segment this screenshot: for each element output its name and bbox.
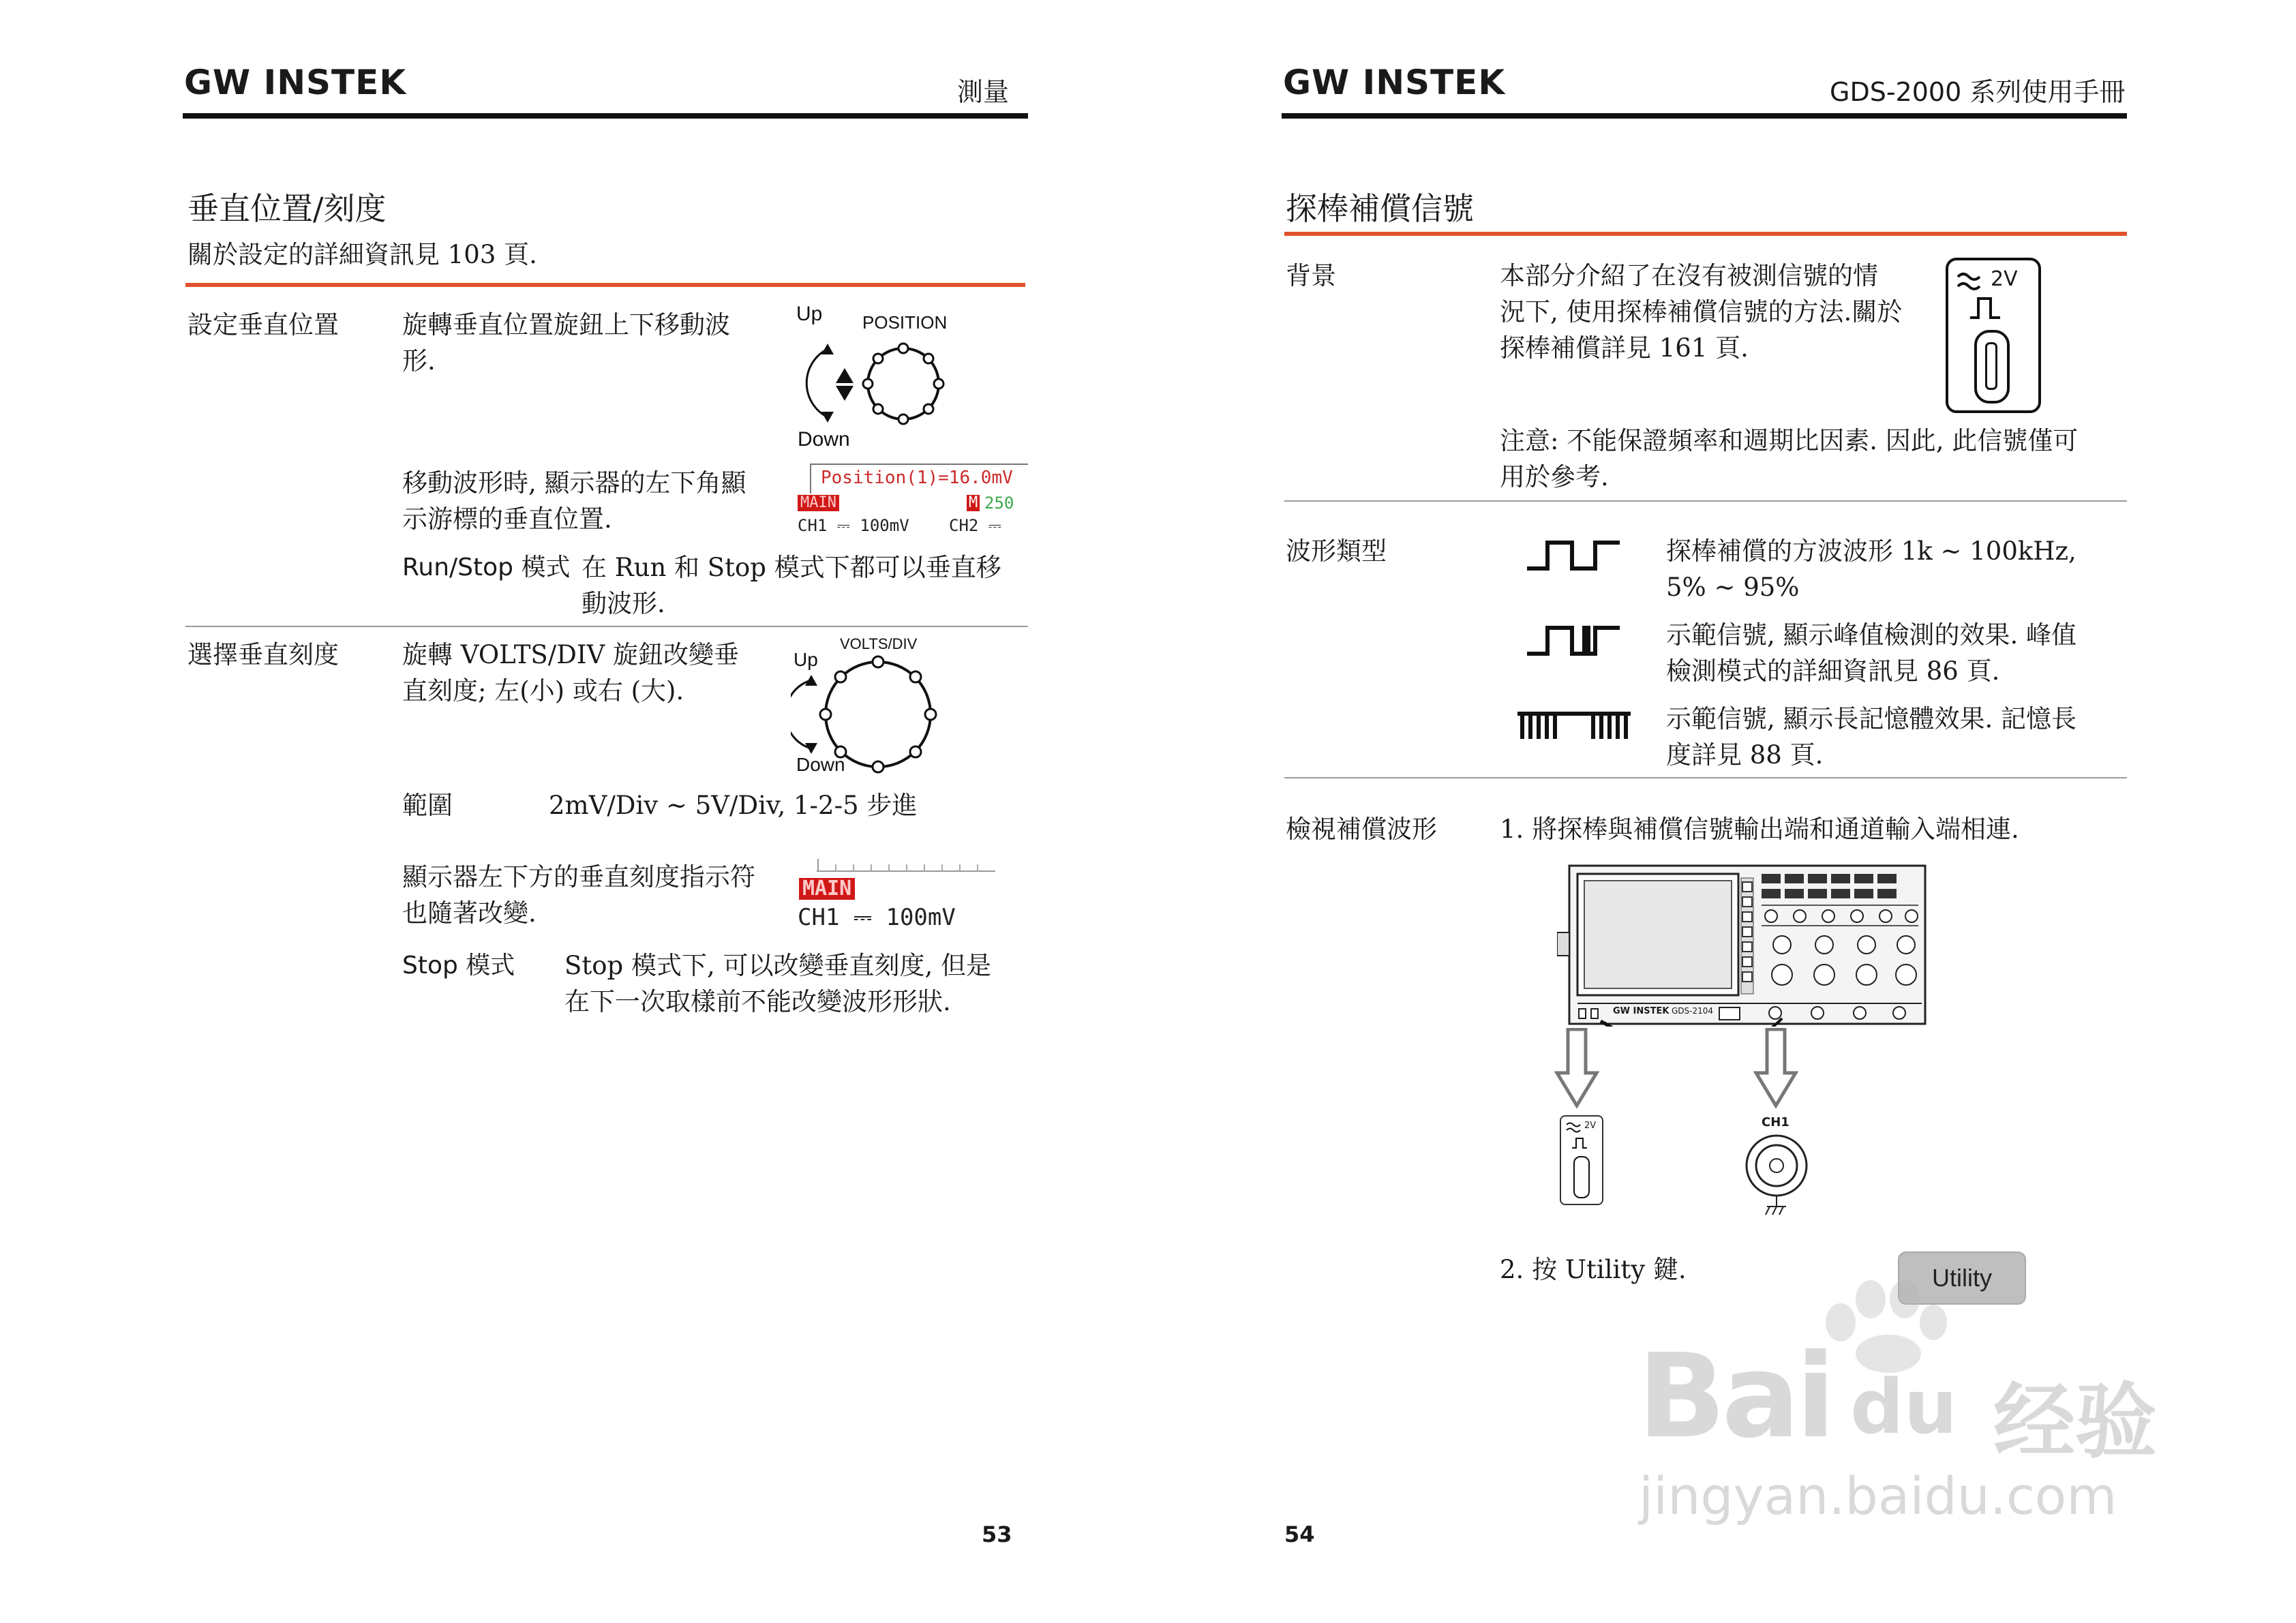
display-main-badge: MAIN bbox=[798, 495, 839, 511]
arrow-down-ch1-icon bbox=[1753, 1028, 1798, 1108]
scope-model-label: GDS-2104 bbox=[1672, 1006, 1714, 1016]
peak-detect-wave-icon bbox=[1524, 624, 1627, 658]
section-title-right: 探棒補償信號 bbox=[1286, 190, 1474, 227]
title-underline bbox=[185, 283, 1025, 287]
position-readout-text: Position(1)=16.0mV bbox=[821, 468, 1013, 488]
voltsdiv-knob-name: VOLTS/DIV bbox=[840, 635, 918, 652]
set-position-text-1: 旋轉垂直位置旋鈕上下移動波 bbox=[402, 310, 730, 339]
row-label-select-scale: 選擇垂直刻度 bbox=[187, 640, 339, 669]
type3-text-2: 度詳見 88 頁. bbox=[1666, 740, 1824, 770]
section-title: 垂直位置/刻度 bbox=[187, 190, 387, 227]
baidu-paw-icon bbox=[1813, 1279, 1950, 1374]
display-position-readout bbox=[810, 464, 1028, 494]
watermark-du: du bbox=[1850, 1363, 1958, 1451]
gwinstek-logo-right bbox=[1283, 63, 1505, 102]
voltsdiv-knob-down-label: Down bbox=[796, 754, 845, 775]
section-subtitle: 關於設定的詳細資訊見 103 頁. bbox=[187, 240, 537, 269]
background-text-2: 況下, 使用探棒補償信號的方法.關於 bbox=[1500, 297, 1903, 327]
position-knob-icon bbox=[804, 333, 954, 435]
header-section-title: 測量 bbox=[957, 77, 1010, 107]
watermark-bai: Bai bbox=[1637, 1329, 1832, 1464]
logo-text-right: GW INSTEK bbox=[1283, 63, 1506, 102]
select-scale-text-1: 旋轉 VOLTS/DIV 旋鈕改變垂 bbox=[402, 640, 739, 669]
display-ch1-scale: CH1 ⎓ 100mV bbox=[798, 516, 909, 535]
stop-mode-label: Stop 模式 bbox=[402, 952, 515, 980]
note-text-1: 注意: 不能保證頻率和週期比因素. 因此, 此信號僅可 bbox=[1500, 426, 2079, 455]
move-text-2: 示游標的垂直位置. bbox=[402, 504, 612, 534]
type2-text-1: 示範信號, 顯示峰值檢測的效果. 峰值 bbox=[1666, 620, 2077, 650]
display-ch1-scale-2: CH1 ⎓ 100mV bbox=[798, 904, 956, 931]
runstop-text-1: 在 Run 和 Stop 模式下都可以垂直移 bbox=[581, 553, 1001, 582]
header-rule-right bbox=[1282, 113, 2127, 119]
stop-mode-text-1: Stop 模式下, 可以改變垂直刻度, 但是 bbox=[564, 951, 991, 980]
note-text-2: 用於參考. bbox=[1500, 462, 1609, 491]
ch1-connector-label: CH1 bbox=[1762, 1115, 1789, 1129]
approx-icon bbox=[1955, 269, 1989, 292]
watermark-url: jingyan.baidu.com bbox=[1639, 1466, 2117, 1526]
ch1-bnc-connector-icon bbox=[1741, 1132, 1813, 1217]
type1-text-1: 探棒補償的方波波形 1k ~ 100kHz, bbox=[1666, 536, 2076, 566]
row-label-check-waveform: 檢視補償波形 bbox=[1286, 815, 1437, 844]
probe-output-approx-icon bbox=[1565, 1121, 1583, 1133]
runstop-label: Run/Stop 模式 bbox=[402, 553, 571, 581]
step2-text: 2. 按 Utility 鍵. bbox=[1500, 1255, 1687, 1284]
stop-mode-text-2: 在下一次取樣前不能改變波形形狀. bbox=[564, 987, 951, 1016]
row-divider-right-2 bbox=[1284, 777, 2127, 778]
probe-terminal-icon bbox=[1974, 330, 2010, 404]
background-text-1: 本部分介紹了在沒有被測信號的情 bbox=[1500, 261, 1878, 290]
move-text-1: 移動波形時, 顯示器的左下角顯 bbox=[402, 468, 746, 498]
step1-text: 1. 將探棒與補償信號輸出端和通道輸入端相連. bbox=[1500, 815, 2019, 844]
probe-output-2v-label: 2V bbox=[1584, 1121, 1597, 1131]
display-timebase: 250 bbox=[984, 494, 1014, 513]
type2-text-2: 檢測模式的詳細資訊見 86 頁. bbox=[1666, 656, 2000, 686]
oscilloscope-illustration bbox=[1557, 864, 1929, 1027]
runstop-text-2: 動波形. bbox=[581, 589, 665, 618]
page-number-left: 53 bbox=[982, 1521, 1012, 1547]
row-label-set-position: 設定垂直位置 bbox=[187, 310, 339, 339]
probe-output-pulse-icon bbox=[1571, 1136, 1588, 1151]
row-divider bbox=[185, 626, 1028, 627]
header-manual-title: GDS-2000 系列使用手冊 bbox=[1830, 77, 2126, 107]
long-memory-wave-icon bbox=[1516, 709, 1632, 740]
type1-text-2: 5% ~ 95% bbox=[1666, 573, 1800, 602]
probe-icon-2v-label: 2V bbox=[1991, 267, 2018, 291]
select-scale-text-2: 直刻度; 左(小) 或右 (大). bbox=[402, 676, 684, 706]
position-knob-down-label: Down bbox=[798, 428, 850, 451]
title-underline-right bbox=[1284, 232, 2127, 236]
display-ch2-scale: CH2 ⎓ bbox=[949, 516, 1001, 535]
display-scale-ruler bbox=[817, 856, 995, 875]
gwinstek-logo bbox=[184, 63, 406, 102]
background-text-3: 探棒補償詳見 161 頁. bbox=[1500, 333, 1749, 363]
position-knob-up-label: Up bbox=[796, 303, 823, 325]
row-divider-right-1 bbox=[1284, 500, 2127, 502]
pulse-icon bbox=[1967, 294, 2003, 322]
row-label-waveform-types: 波形類型 bbox=[1286, 536, 1387, 566]
set-position-text-2: 形. bbox=[402, 346, 436, 376]
range-value: 2mV/Div ~ 5V/Div, 1-2-5 步進 bbox=[549, 791, 918, 820]
oscilloscope-front-panel bbox=[1557, 864, 1929, 1027]
logo-text: GW INSTEK bbox=[184, 63, 407, 102]
square-wave-icon bbox=[1524, 539, 1627, 573]
indicator-text-1: 顯示器左下方的垂直刻度指示符 bbox=[402, 862, 755, 892]
page-right bbox=[1148, 0, 2296, 1623]
watermark-jingyan-cn: 经验 bbox=[1993, 1375, 2157, 1470]
position-knob-name: POSITION bbox=[862, 312, 948, 333]
voltsdiv-knob-up-label: Up bbox=[794, 649, 818, 670]
probe-comp-icon bbox=[1946, 258, 2041, 413]
type3-text-1: 示範信號, 顯示長記憶體效果. 記憶長 bbox=[1666, 704, 2077, 733]
arrow-down-probe-icon bbox=[1554, 1028, 1599, 1108]
row-label-background: 背景 bbox=[1286, 261, 1336, 290]
range-label: 範圍 bbox=[402, 791, 453, 820]
page-number-right: 54 bbox=[1284, 1521, 1315, 1547]
display-main-badge-2: MAIN bbox=[799, 878, 855, 900]
probe-output-icon bbox=[1560, 1115, 1603, 1205]
scope-brand-label: GW INSTEK bbox=[1613, 1006, 1670, 1016]
utility-button[interactable]: Utility bbox=[1898, 1252, 2026, 1305]
indicator-text-2: 也隨著改變. bbox=[402, 898, 537, 928]
header-rule bbox=[183, 113, 1028, 119]
display-m-badge: M bbox=[967, 495, 980, 511]
